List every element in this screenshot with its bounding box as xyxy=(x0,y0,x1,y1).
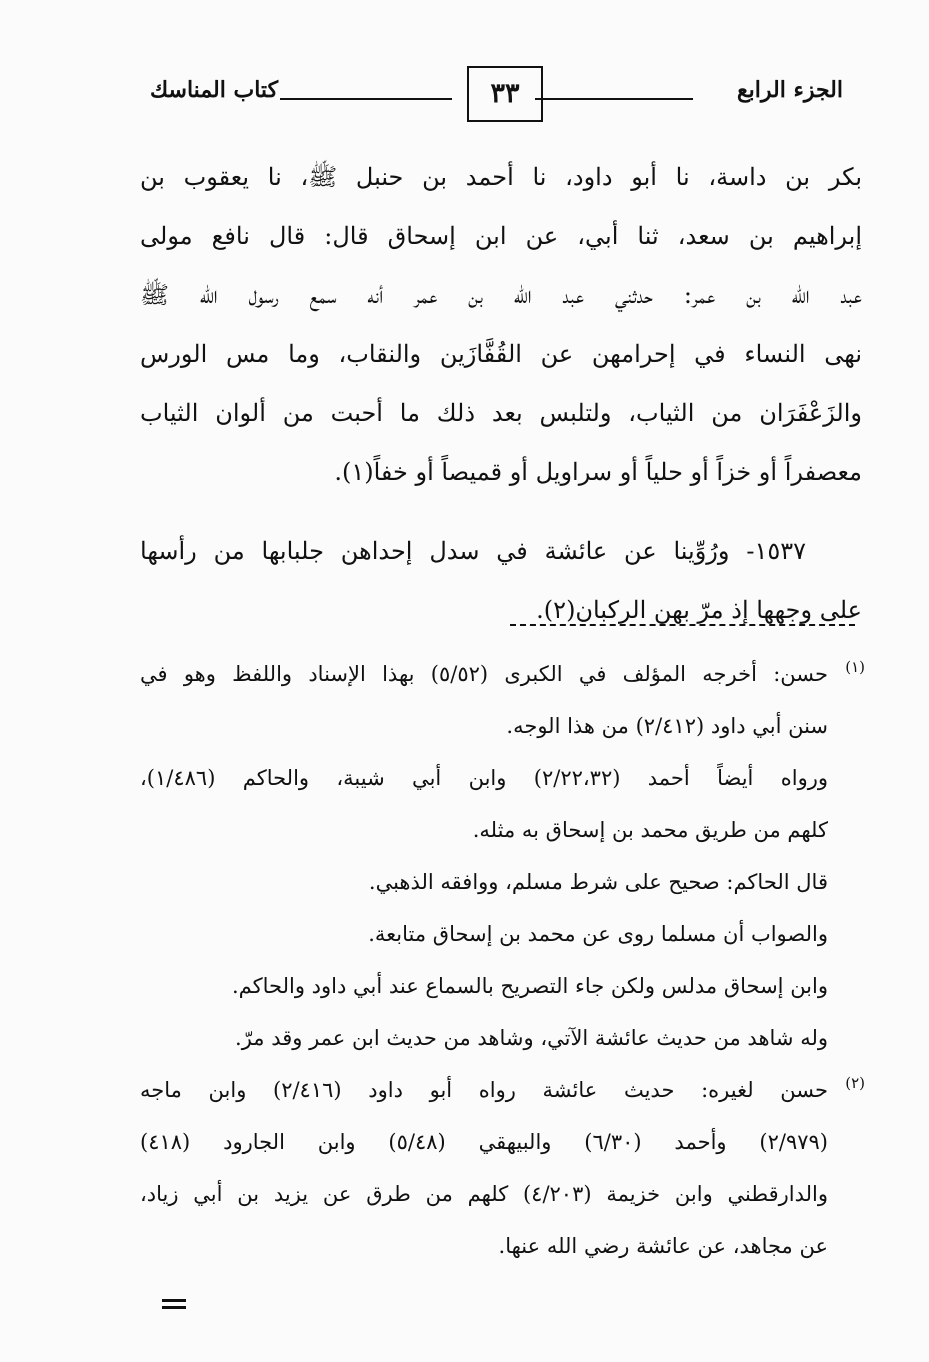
text-line: على وجهها إذ مرّ بهن الركبان(٢). xyxy=(536,596,862,624)
text-line: عبد الله بن عمر: حدثني عبد الله بن عمر أنه سمع رسول الله ﷺ xyxy=(140,281,862,309)
footnote-text: حسن: أخرجه المؤلف في الكبرى (٥/٥٢) بهذا الإسناد واللفظ وهو في xyxy=(140,662,828,686)
footnote-1-line: وله شاهد من حديث عائشة الآتي، وشاهد من حديث ابن عمر وقد مرّ. xyxy=(235,1026,828,1050)
footnotes xyxy=(140,648,865,1272)
text-line: إبراهيم بن سعد، ثنا أبي، عن ابن إسحاق قال: قال نافع مولى xyxy=(140,222,862,250)
footnote-2-line: (٢/٩٧٩) وأحمد (٦/٣٠) والبيهقي (٥/٤٨) وابن الجارود (٤١٨) xyxy=(140,1130,828,1154)
footnote-1-number: (١) xyxy=(845,658,865,676)
text-line: ١٥٣٧- ورُوِّينا عن عائشة في سدل إحداهن جلبابها من رأسها xyxy=(140,537,806,565)
footnote-1-line xyxy=(140,648,865,700)
text-line: معصفراً أو خزاً أو حلياً أو سراويل أو قميصاً أو خفاً(١). xyxy=(334,458,862,486)
footnote-separator xyxy=(510,624,855,626)
footnote-2-line xyxy=(140,1064,865,1116)
footnote-1-line: كلهم من طريق محمد بن إسحاق به مثله. xyxy=(472,818,828,842)
main-text xyxy=(140,148,862,640)
header-rule-right xyxy=(535,98,693,100)
text-line: والزَعْفَرَان من الثياب، ولتلبس بعد ذلك ما أحبت من ألوان الثياب xyxy=(140,399,862,427)
page-header xyxy=(150,58,843,124)
footnote-1-line: ورواه أيضاً أحمد (٢/٢٢،٣٢) وابن أبي شيبة، والحاكم (١/٤٨٦)، xyxy=(140,766,829,790)
footnote-1-line: قال الحاكم: صحيح على شرط مسلم، ووافقه الذهبي. xyxy=(368,870,828,894)
footnote-1-line: والصواب أن مسلما روى عن محمد بن إسحاق متابعة. xyxy=(368,922,828,946)
book-title: كتاب المناسك xyxy=(150,77,279,103)
text-line: بكر بن داسة، نا أبو داود، نا أحمد بن حنبل ﷺ، نا يعقوب بن xyxy=(140,163,862,191)
footnote-1-line: وابن إسحاق مدلس ولكن جاء التصريح بالسماع عند أبي داود والحاكم. xyxy=(232,974,828,998)
footnote-1-line: سنن أبي داود (٢/٤١٢) من هذا الوجه. xyxy=(506,714,828,738)
footnote-2-line: عن مجاهد، عن عائشة رضي الله عنها. xyxy=(498,1234,828,1258)
text-line: نهى النساء في إحرامهن عن القُفَّازَين والنقاب، وما مس الورس xyxy=(140,340,862,368)
volume-title: الجزء الرابع xyxy=(736,77,843,103)
header-rule-left xyxy=(280,98,452,100)
page-number: ٣٣ xyxy=(467,66,543,122)
end-mark-bar xyxy=(162,1306,186,1309)
paragraph-1537 xyxy=(140,522,862,640)
end-mark-bar xyxy=(162,1299,186,1302)
footnote-text: حسن لغيره: حديث عائشة رواه أبو داود (٢/٤١٦) وابن ماجه xyxy=(140,1078,828,1102)
paragraph-1 xyxy=(140,148,862,502)
end-mark xyxy=(162,1299,186,1313)
footnote-2-number: (٢) xyxy=(845,1074,865,1092)
footnote-2-line: والدارقطني وابن خزيمة (٤/٢٠٣) كلهم من طرق عن يزيد بن أبي زياد، xyxy=(140,1182,828,1206)
